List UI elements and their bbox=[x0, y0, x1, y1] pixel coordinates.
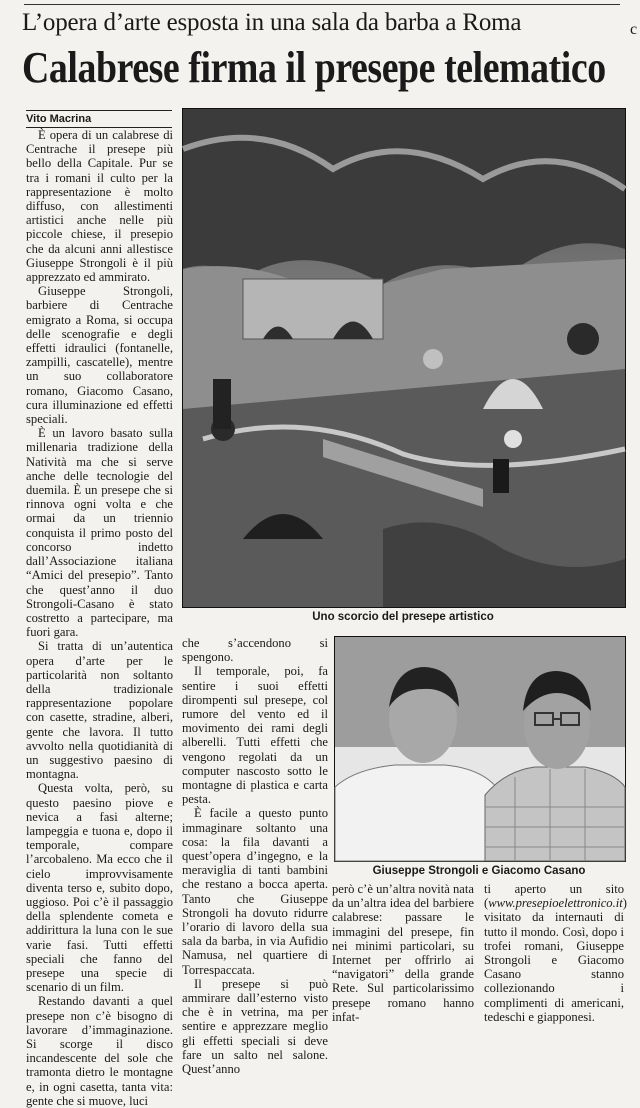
text-column-1 bbox=[26, 128, 173, 1108]
photo-caption-nativity: Uno scorcio del presepe artistico bbox=[312, 611, 494, 623]
nativity-scene-photo bbox=[182, 108, 626, 608]
paragraph: però c’è un’altra novità nata da un’altra idea del barbiere calabrese: passare le immagini del presepe, fin nei minimi particolari, su Internet per offrirlo ai “navigatori” della grande Rete. Sul particolarissimo presepe romano hanno infat- bbox=[332, 882, 474, 1024]
paragraph: Questa volta, però, su questo paesino piove e nevica a fasi alterne; lampeggia e tuona e, dopo il temporale, compare l’arcobaleno. Ma ecco che il cielo improvvisamente diventa terso e, subito dopo, uggioso. Poi c’è il passaggio della splendente cometa e addirittura la luna con le sue varie fasi. Tutti effetti speciali che fanno del presepe una specie di scenario di un film. bbox=[26, 781, 173, 995]
paragraph: che s’accendono si spengono. bbox=[182, 636, 328, 665]
article-byline: Vito Macrina bbox=[26, 113, 92, 125]
byline-rule-top bbox=[26, 110, 172, 111]
article-headline: Calabrese firma il presepe telematico bbox=[22, 43, 606, 92]
paragraph: Il presepe si può ammirare dall’esterno visto che è in vetrina, ma per sentire e apprezzare meglio gli effetti speciali si deve fare un salto nel salone. Quest’anno bbox=[182, 976, 328, 1077]
paragraph: Giuseppe Strongoli, barbiere di Centrache emigrato a Roma, si occupa delle scenografie e degli effetti idraulici (fontanelle, zampilli, cascatelle), mentre un suo collaboratore romano, Giacomo Casano, cura illuminazione ed effetti speciali. bbox=[26, 284, 173, 427]
text-column-3 bbox=[332, 882, 474, 1024]
website-url: www.presepioelettronico.it bbox=[488, 896, 623, 911]
paragraph: Restando davanti a quel presepe non c’è bisogno di lavorare d’immaginazione. Si scorge il disco incandescente del sole che tramonta dietro le montagne e, in ogni casetta, tanta vita: gente che si muove, luci bbox=[26, 994, 173, 1108]
paragraph: È facile a questo punto immaginare soltanto una cosa: la fila davanti a quest’opera d’ingegno, e la meraviglia di tanti bambini che restano a bocca aperta. Tanto che Giuseppe Strongoli ha dovuto ridurre l’orario di lavoro della sua sala da barba, in via Aufidio Namusa, nel quartiere di Torrespaccata. bbox=[182, 806, 328, 977]
text-column-4 bbox=[484, 882, 627, 1024]
text-column-2 bbox=[182, 636, 328, 1077]
text-fragment: ti aperto un sito ( bbox=[484, 882, 624, 911]
top-rule bbox=[24, 4, 620, 5]
paragraph: Si tratta di un’autentica opera d’arte per le particolarità non soltanto della tradizionale rappresentazione popolare con casette, stradine, alberi, gente che lavora. Il tutto avvolto nella quotidianità di un suggestivo paesino di montagna. bbox=[26, 639, 173, 782]
article-kicker: L’opera d’arte esposta in una sala da barba a Roma bbox=[22, 9, 522, 36]
paragraph: È opera di un calabrese di Centrache il presepe più bello della Capitale. Pur se tra i romani il culto per la rappresentazione è molto diffuso, con allestimenti artistici anche nelle più piccole chiese, il presepio che da alcuni anni allestisce Giuseppe Strongoli è il più apprezzato ed ammirato. bbox=[26, 128, 173, 285]
text-fragment: ) visitato da internauti di tutto il mondo. Così, dopo i trofei romani, Giuseppe Strongoli e Giacomo Casano stanno collezionando i complimenti di americani, tedeschi e giapponesi. bbox=[484, 896, 627, 1024]
edge-fragment: c bbox=[630, 21, 638, 38]
portrait-photo bbox=[334, 636, 626, 862]
paragraph: È un lavoro basato sulla millenaria tradizione della Natività ma che si serve anche delle tecnologie del duemila. È un presepe che si rinnova ogni volta e che ormai da un triennio conquista il primo posto del concorso indetto dall’Associazione italiana “Amici del presepio”. Tanto che quest’anno il duo Strongoli-Casano è stato costretto a partecipare, ma fuori gara. bbox=[26, 426, 173, 640]
paragraph bbox=[484, 882, 627, 1024]
photo-caption-portrait: Giuseppe Strongoli e Giacomo Casano bbox=[372, 865, 586, 877]
paragraph: Il temporale, poi, fa sentire i suoi effetti dirompenti sul presepe, col rumore del vento ed il movimento dei rami degli alberelli. Tutti effetti che vengono regolati da un computer nascosto sotto le montagne di plastica e carta pesta. bbox=[182, 664, 328, 807]
